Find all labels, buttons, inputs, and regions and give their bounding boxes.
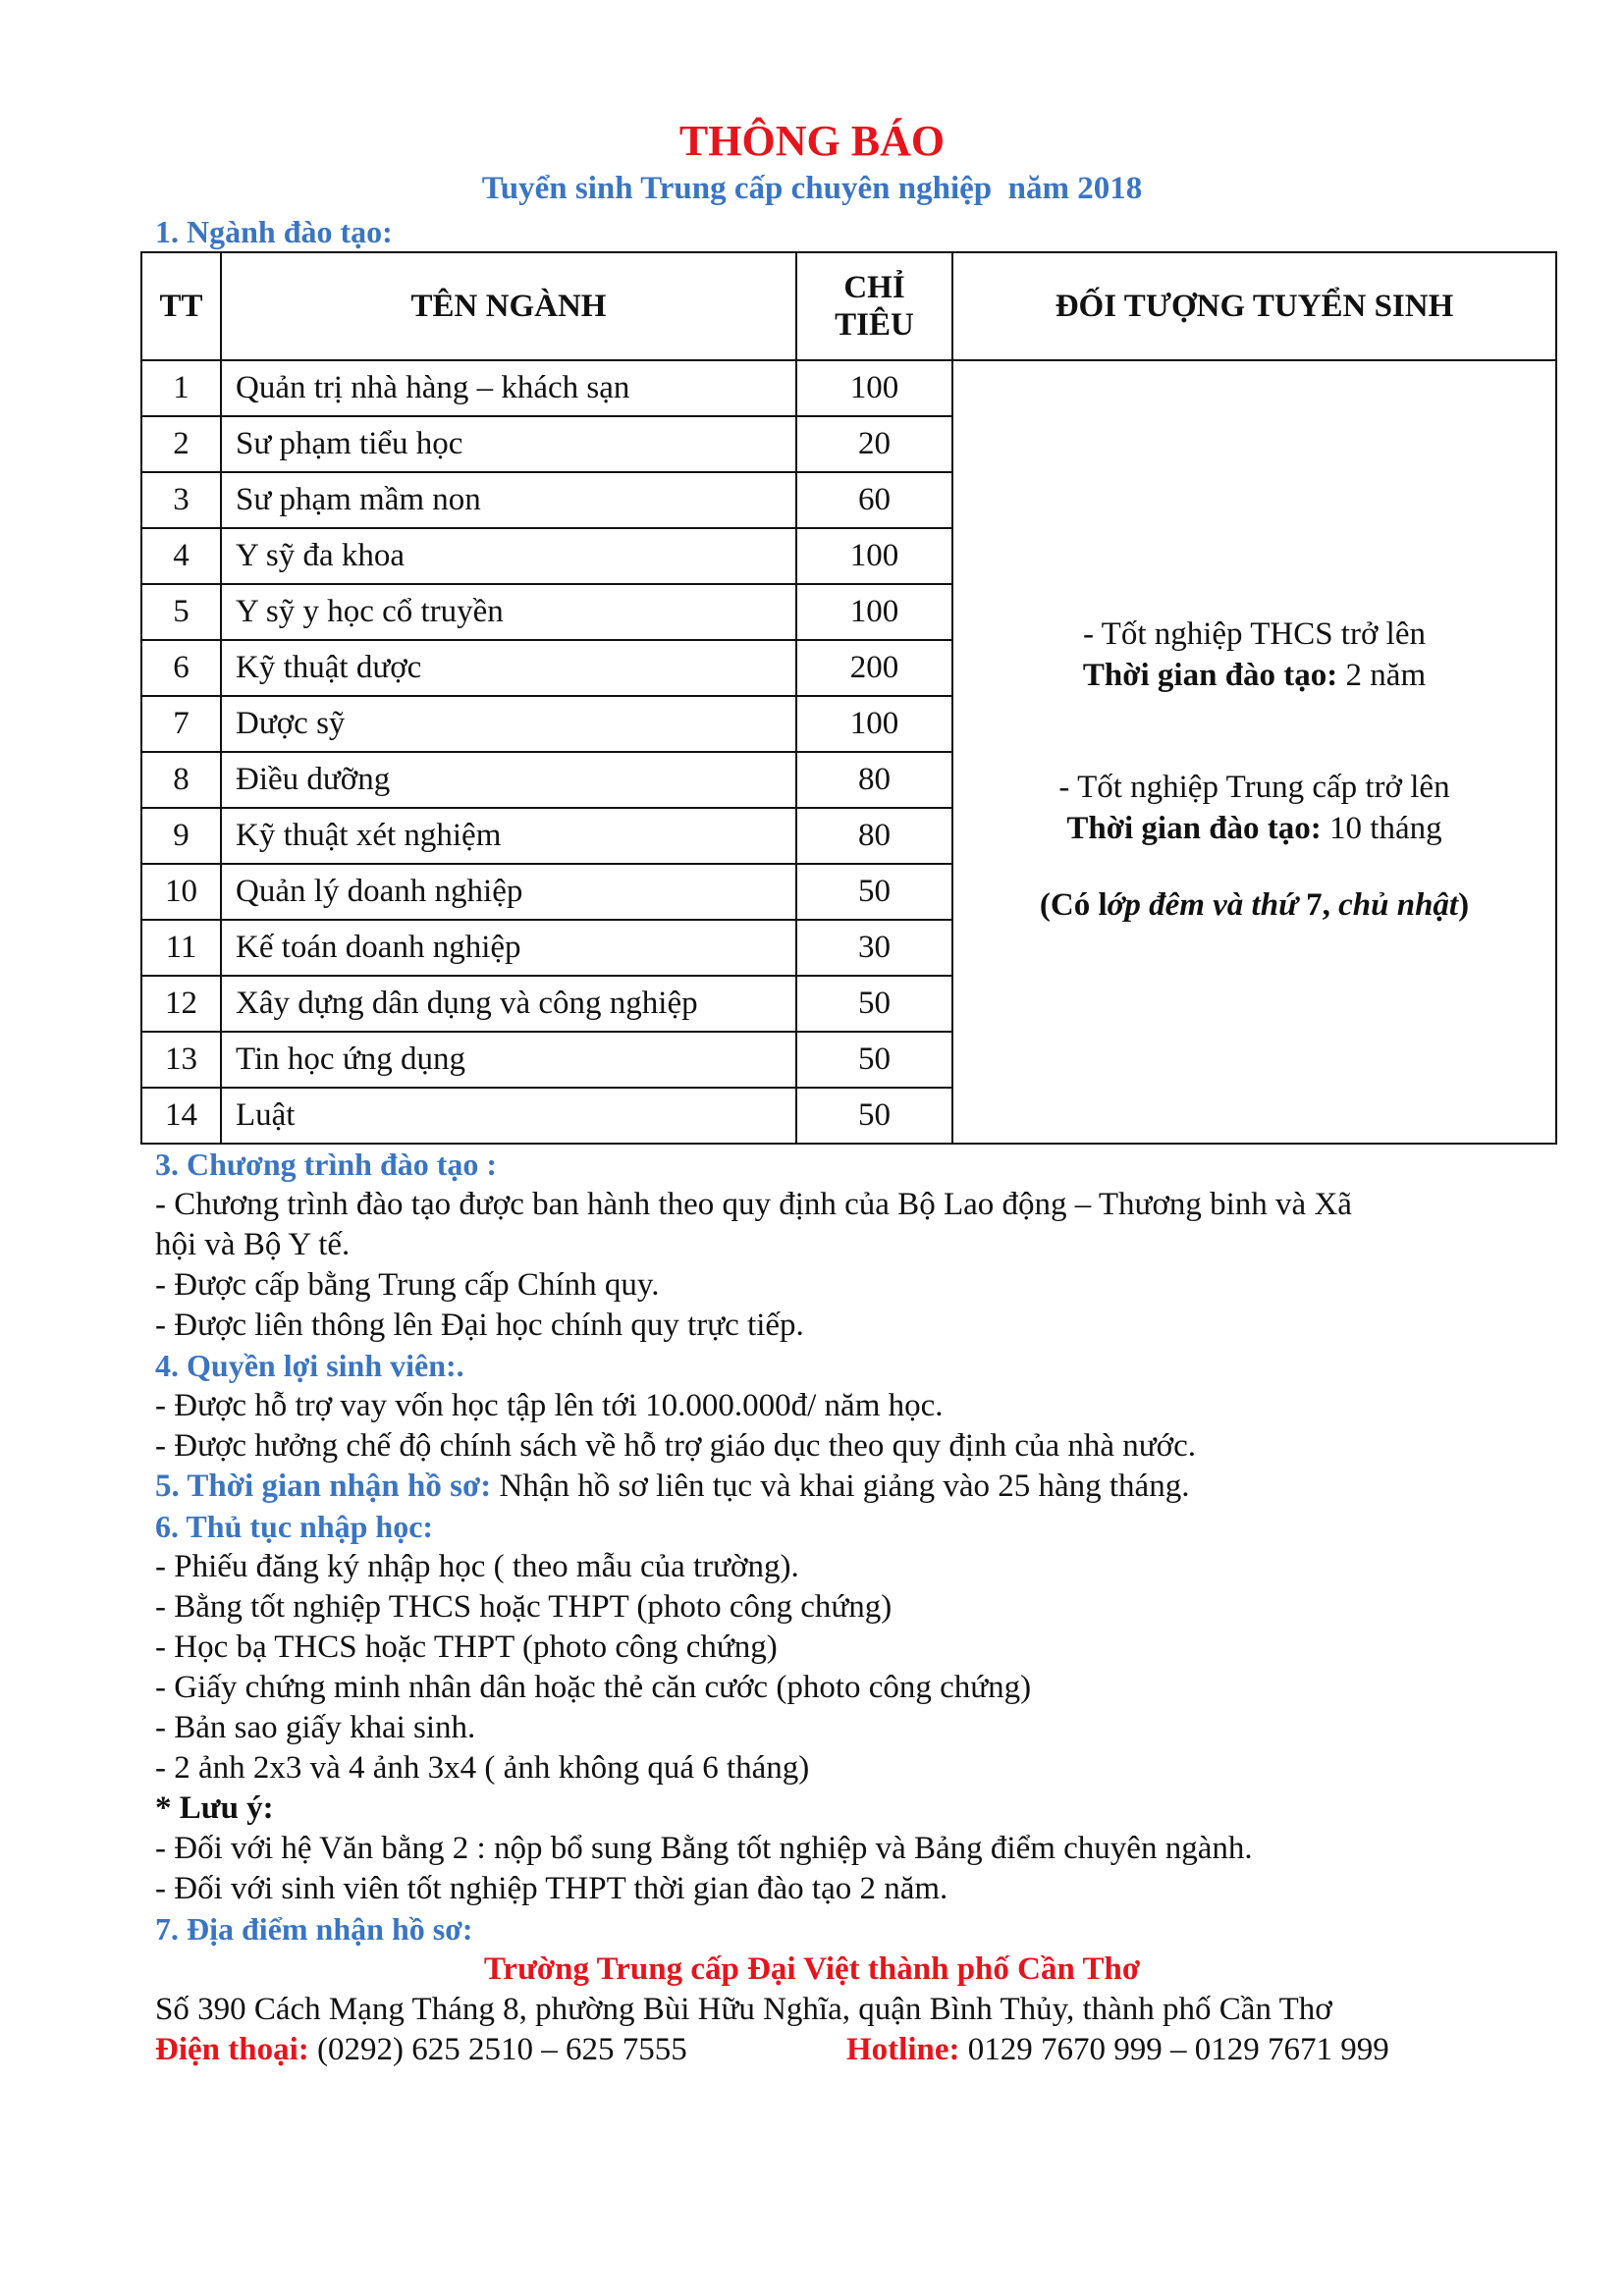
row-tt: 3 xyxy=(141,472,221,528)
phone-value: (0292) 625 2510 – 625 7555 xyxy=(308,2032,687,2067)
row-tt: 4 xyxy=(141,528,221,584)
school-address: Số 390 Cách Mạng Tháng 8, phường Bùi Hữu Nghĩa, quận Bình Thủy, thành phố Cần Thơ xyxy=(155,1992,1332,2027)
header-quota-line1: CHỈ xyxy=(843,270,905,305)
row-quota: 80 xyxy=(796,808,952,864)
row-tt: 11 xyxy=(141,920,221,976)
duration-value: 10 tháng xyxy=(1321,811,1442,846)
row-name: Luật xyxy=(221,1088,796,1144)
section-5-line xyxy=(155,1467,1189,1506)
target-option-1-line: - Tốt nghiệp THCS trở lên xyxy=(1083,616,1426,652)
row-quota: 50 xyxy=(796,864,952,920)
row-name: Kỹ thuật xét nghiệm xyxy=(221,808,796,864)
row-quota: 200 xyxy=(796,640,952,696)
row-quota: 100 xyxy=(796,360,952,416)
row-tt: 6 xyxy=(141,640,221,696)
section-6-line: - Bằng tốt nghiệp THCS hoặc THPT (photo công chứng) xyxy=(155,1589,893,1625)
row-tt: 8 xyxy=(141,752,221,808)
row-quota: 100 xyxy=(796,584,952,640)
row-tt: 7 xyxy=(141,696,221,752)
section-4-line: - Được hưởng chế độ chính sách về hỗ trợ giáo dục theo quy định của nhà nước. xyxy=(155,1428,1197,1464)
note-line: - Đối với sinh viên tốt nghiệp THPT thời gian đào tạo 2 năm. xyxy=(155,1871,948,1906)
contact-line xyxy=(155,2030,687,2069)
row-tt: 9 xyxy=(141,808,221,864)
section-3-line: - Được liên thông lên Đại học chính quy trực tiếp. xyxy=(155,1308,804,1343)
section-7-heading: 7. Địa điểm nhận hồ sơ: xyxy=(155,1911,473,1947)
target-option-2 xyxy=(953,767,1555,849)
row-quota: 50 xyxy=(796,1088,952,1144)
row-tt: 10 xyxy=(141,864,221,920)
row-name: Quản lý doanh nghiệp xyxy=(221,864,796,920)
section-1-heading: 1. Ngành đào tạo: xyxy=(155,214,393,249)
section-3-line: - Được cấp bằng Trung cấp Chính quy. xyxy=(155,1267,660,1303)
row-name: Sư phạm mầm non xyxy=(221,472,796,528)
row-tt: 13 xyxy=(141,1032,221,1088)
section-6-heading: 6. Thủ tục nhập học: xyxy=(155,1509,434,1544)
school-name: Trường Trung cấp Đại Việt thành phố Cần Thơ xyxy=(483,1951,1141,1987)
row-quota: 50 xyxy=(796,976,952,1032)
row-tt: 1 xyxy=(141,360,221,416)
row-name: Y sỹ đa khoa xyxy=(221,528,796,584)
row-quota: 20 xyxy=(796,416,952,472)
row-quota: 100 xyxy=(796,696,952,752)
row-name: Quản trị nhà hàng – khách sạn xyxy=(221,360,796,416)
section-6-line: - Bản sao giấy khai sinh. xyxy=(155,1710,476,1745)
note-part: (Có l xyxy=(1039,887,1108,923)
row-quota: 30 xyxy=(796,920,952,976)
note-part: chủ nhật xyxy=(1338,887,1459,923)
row-name: Kỹ thuật dược xyxy=(221,640,796,696)
section-6-line: - Phiếu đăng ký nhập học ( theo mẫu của trường). xyxy=(155,1549,799,1584)
section-5-heading: 5. Thời gian nhận hồ sơ: xyxy=(155,1468,492,1504)
evening-class-note xyxy=(953,884,1555,926)
hotline-line xyxy=(846,2030,1389,2069)
row-tt: 14 xyxy=(141,1088,221,1144)
header-quota xyxy=(796,252,952,360)
hotline-label: Hotline: xyxy=(846,2032,960,2067)
hotline-value: 0129 7670 999 – 0129 7671 999 xyxy=(959,2032,1389,2067)
target-option-1 xyxy=(953,614,1555,696)
row-tt: 2 xyxy=(141,416,221,472)
row-quota: 100 xyxy=(796,528,952,584)
row-tt: 12 xyxy=(141,976,221,1032)
section-3-line: - Chương trình đào tạo được ban hành theo quy định của Bộ Lao động – Thương binh và Xã xyxy=(155,1187,1352,1222)
row-name: Tin học ứng dụng xyxy=(221,1032,796,1088)
section-6-line: - Giấy chứng minh nhân dân hoặc thẻ căn cước (photo công chứng) xyxy=(155,1670,1032,1705)
header-tt: TT xyxy=(141,252,221,360)
target-option-2-line: - Tốt nghiệp Trung cấp trở lên xyxy=(1058,770,1450,805)
row-tt: 5 xyxy=(141,584,221,640)
target-option-2-duration xyxy=(953,808,1555,849)
section-5-text: Nhận hồ sơ liên tục và khai giảng vào 25 hàng tháng. xyxy=(491,1468,1190,1504)
note-part: ) xyxy=(1458,887,1470,923)
section-4-heading: 4. Quyền lợi sinh viên:. xyxy=(155,1348,464,1383)
row-name: Dược sỹ xyxy=(221,696,796,752)
row-name: Y sỹ y học cổ truyền xyxy=(221,584,796,640)
target-content xyxy=(953,578,1555,926)
header-name: TÊN NGÀNH xyxy=(221,252,796,360)
note-part: 7, xyxy=(1297,887,1339,923)
target-cell xyxy=(952,360,1556,1144)
row-quota: 50 xyxy=(796,1032,952,1088)
note-part: ớp đêm và thứ xyxy=(1107,887,1298,923)
row-name: Điều dưỡng xyxy=(221,752,796,808)
majors-table xyxy=(140,251,1557,1145)
row-quota: 60 xyxy=(796,472,952,528)
note-line: - Đối với hệ Văn bằng 2 : nộp bổ sung Bằng tốt nghiệp và Bảng điểm chuyên ngành. xyxy=(155,1831,1253,1866)
header-target: ĐỐI TƯỢNG TUYỂN SINH xyxy=(952,252,1556,360)
majors-table-body xyxy=(141,360,1556,1144)
section-3-heading: 3. Chương trình đào tạo : xyxy=(155,1147,498,1182)
note-heading: * Lưu ý: xyxy=(155,1790,274,1826)
duration-label: Thời gian đào tạo: xyxy=(1082,658,1338,693)
row-quota: 80 xyxy=(796,752,952,808)
page-subtitle: Tuyển sinh Trung cấp chuyên nghiệp năm 2018 xyxy=(481,171,1143,206)
section-6-line: - Học bạ THCS hoặc THPT (photo công chứng) xyxy=(155,1629,778,1665)
header-quota-line2: TIÊU xyxy=(835,307,914,343)
section-6-line: - 2 ảnh 2x3 và 4 ảnh 3x4 ( ảnh không quá 6 tháng) xyxy=(155,1750,810,1786)
row-name: Xây dựng dân dụng và công nghiệp xyxy=(221,976,796,1032)
row-name: Sư phạm tiểu học xyxy=(221,416,796,472)
table-row xyxy=(141,360,1556,416)
page-title: THÔNG BÁO xyxy=(678,117,946,165)
duration-label: Thời gian đào tạo: xyxy=(1066,811,1322,846)
section-4-line: - Được hỗ trợ vay vốn học tập lên tới 10.000.000đ/ năm học. xyxy=(155,1388,944,1423)
row-name: Kế toán doanh nghiệp xyxy=(221,920,796,976)
section-3-line: hội và Bộ Y tế. xyxy=(155,1227,351,1262)
duration-value: 2 năm xyxy=(1337,658,1427,693)
table-header-row xyxy=(141,252,1556,360)
phone-label: Điện thoại: xyxy=(155,2032,309,2067)
target-option-1-duration xyxy=(953,655,1555,696)
